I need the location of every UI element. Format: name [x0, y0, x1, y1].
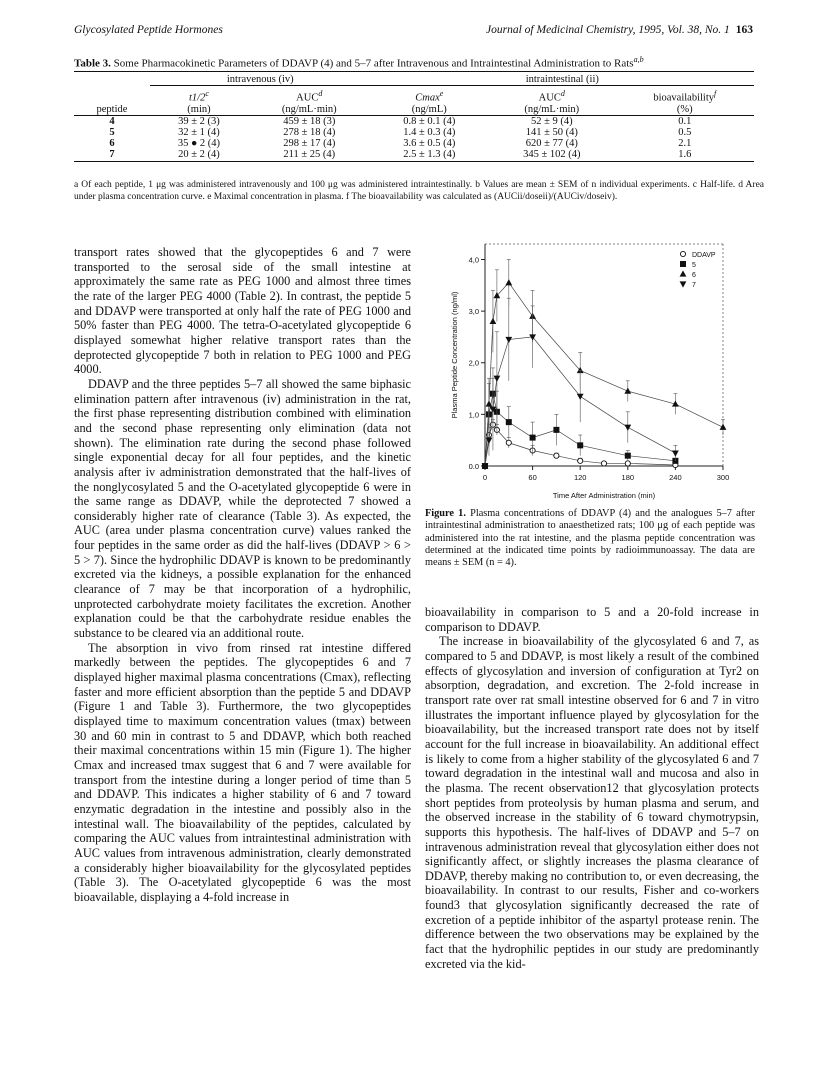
data-point-5: [625, 453, 631, 459]
running-head: [74, 24, 753, 40]
running-head-journal: [486, 24, 753, 36]
data-point-5: [506, 419, 512, 425]
auc-ii-label: AUC: [538, 92, 561, 104]
y-tick-label: 0.0: [468, 462, 479, 471]
cell-cmax: 2.5 ± 1.3 (4): [371, 149, 488, 162]
figure-label: Figure 1.: [425, 508, 466, 519]
cell-bioavailability: 2.1: [678, 137, 692, 149]
unit-auc-ii: (ng/mL·min): [488, 104, 616, 116]
group-header-ii: intraintestinal (ii): [371, 72, 754, 86]
auc-ii-sup: d: [560, 89, 565, 98]
legend-label: 6: [692, 272, 696, 279]
cell-auc-ii: 52 ± 9 (4): [530, 115, 573, 127]
cell-auc-ii: 141 ± 50 (4): [525, 126, 578, 138]
legend-marker-6: [680, 270, 687, 276]
x-tick-label: 120: [573, 473, 587, 482]
auc-iv-label: AUC: [296, 92, 319, 104]
table-caption-text: Some Pharmacokinetic Parameters of DDAVP (4) and 5–7 after Intravenous and Intraintestinal Administration to Rats: [113, 57, 634, 70]
group-header-iv: intravenous (iv): [150, 72, 371, 86]
journal-citation: Journal of Medicinal Chemistry, 1995, Vol. 38, No. 1: [486, 24, 730, 36]
y-tick-label: 1,0: [468, 410, 479, 420]
cell-bioavailability: 0.1: [678, 115, 692, 127]
pharmacokinetic-table: [74, 71, 754, 162]
data-point-6: [624, 388, 631, 394]
cell-auc-ii: 620 ± 77 (4): [525, 137, 578, 149]
table-row: [74, 115, 754, 127]
cell-peptide: 6: [109, 137, 115, 149]
data-point-6: [720, 424, 727, 430]
data-point-7: [577, 394, 584, 400]
table-label: Table 3.: [74, 57, 111, 70]
paragraph: bioavailability in comparison to 5 and a 20-fold increase in comparison to DDAVP.: [425, 605, 759, 634]
y-tick-label: 4,0: [468, 255, 479, 265]
series-line-6: [485, 283, 723, 466]
data-point-6: [505, 279, 512, 285]
table-caption: [74, 55, 774, 70]
y-tick-label: 3,0: [468, 307, 479, 317]
data-point-7: [505, 337, 512, 343]
legend-label: DDAVP: [692, 252, 716, 259]
data-point-5: [530, 435, 536, 441]
data-point-6: [490, 318, 497, 324]
table-row: [74, 149, 754, 162]
data-point-5: [553, 427, 559, 433]
cell-cmax: 0.8 ± 0.1 (4): [403, 115, 456, 127]
x-tick-label: 240: [669, 473, 682, 482]
x-tick-label: 300: [716, 473, 730, 482]
cell-auc-iv: 211 ± 25 (4): [248, 149, 371, 162]
data-point-DDAVP: [601, 461, 606, 466]
header-auc-ii: [488, 86, 616, 104]
figure-caption-text: Plasma concentrations of DDAVP (4) and the analogues 5–7 after intraintestinal administration to anaesthetized rats; 100 μg of each peptide was administered into the rat intestine, and the plasma peptide concentration was determined at the indicated time points by radioimmunoassay. The data are means ± SEM (n = 4).: [425, 508, 755, 569]
x-tick-label: 60: [528, 473, 537, 482]
cell-auc-iv: 278 ± 18 (4): [283, 126, 336, 138]
table-corner: [74, 72, 150, 86]
figure-caption: [425, 508, 755, 569]
t12-label: t1/2: [188, 92, 206, 104]
paragraph: DDAVP and the three peptides 5–7 all showed the same biphasic elimination pattern after intravenous (iv) administration in the rat, the first phase representing distribution combined with elimination and the second phase representing only elimination (data not shown). The elimination rate during the second phase followed single exponential decay for all four peptides, and the kinetic analysis after iv administration demonstrated that the half-lives of the nonglycosylated 5 and the O-acetylated glycopeptide 6 were in the same range as DDAVP, while the deprotected 7 showed a considerably higher rate of clearance (Table 3). As expected, the AUC (area under plasma concentration curve) values ranked the four peptides in the same order as did the half-lives (DDAVP > 6 > 5 > 7). Since the hydrophilic DDAVP is known to be predominantly excreted via the kidneys, a possible explanation for the enhanced clearance of 7 may be that incorporation of a hydrophilic, unprotected carbohydrate moiety facilitates the excretion. Another explanation could be that the carbohydrate residue enables the substance to be cleared via an additional route.: [74, 376, 411, 641]
cell-cmax: 3.6 ± 0.5 (4): [403, 137, 456, 149]
unit-bioavailability: (%): [616, 104, 754, 116]
y-axis-label: Plasma Peptide Concentration (ng/ml): [450, 291, 459, 419]
table-row: [74, 138, 754, 149]
legend-label: 7: [692, 282, 696, 289]
paragraph: transport rates showed that the glycopeptides 6 and 7 were transported to the serosal side of the small intestine at approximately the same rate as PEG 1000 and almost three times the rate of the larger PEG 4000 (Table 2). In contrast, the peptide 5 and DDAVP were transported at only half the rate of PEG 1000 and 50% faster than PEG 4000. The tetra-O-acetylated glycopeptide 6 displayed somewhat higher relative transport rates than the deprotected glycopeptide 7 both in relation to PEG 1000 and PEG 4000.: [74, 245, 411, 377]
bio-sup: f: [714, 89, 717, 98]
data-point-7: [672, 450, 679, 456]
t12-sup: c: [205, 89, 209, 98]
legend-marker-5: [680, 261, 686, 267]
data-point-DDAVP: [625, 461, 630, 466]
header-blank: [74, 86, 150, 104]
body-column-right: [425, 605, 759, 971]
header-t12: [150, 86, 248, 104]
cell-bioavailability: 0.5: [678, 126, 692, 138]
table-row: [74, 127, 754, 138]
header-auc-iv: [248, 86, 371, 104]
header-cmax: [371, 86, 488, 104]
cell-t12: 35 ● 2 (4): [177, 137, 221, 149]
body-column-left: [74, 245, 411, 905]
bio-label: bioavailability: [653, 92, 714, 104]
cell-cmax: 1.4 ± 0.3 (4): [403, 126, 456, 138]
x-tick-label: 0: [482, 473, 488, 482]
unit-cmax: (ng/mL): [371, 104, 488, 116]
x-tick-label: 180: [621, 473, 635, 482]
paragraph: The increase in bioavailability of the glycosylated 6 and 7, as compared to 5 and DDAVP, is most likely a result of the combined effects of glycosylation and inversion of configuration at Tyr2 on absorption, degradation, and excretion. The 2-fold increase in transport rate over rat small intestine observed for 6 and 7 in vitro illustrates the important influence played by glycosylation for the bioavailability, but the increased transport rate does not by itself account for the full increase in bioavailability. An additional effect is likely to come from a higher stability of the glycosylated 6 and 7 toward degradation in the intestinal wall and mucosa and also in the plasma. The recent observation12 that glycosylation protects short peptides from proteolysis by human plasma and serum, and the observed increase in the stability of 6 toward chymotrypsin, supports this hypothesis. The half-lives of DDAVP and 5–7 on intravenous administration reveal that glycosylation either does not significantly affect, or slightly increases the plasma clearance of DDAVP, thereby making no contribution to, or even decreasing, the bioavailability. In contrast to our results, Fisher and co-workers found3 that glycosylation significantly decreased the rate of excretion of a peptide inhibitor of the aspartyl protease renin. The difference between the two observations may be explained by the fact that the hydrophilic peptides in our study are predominantly excreted via the kid-: [425, 634, 759, 971]
running-head-title: Glycosylated Peptide Hormones: [74, 24, 223, 36]
data-point-7: [494, 376, 501, 382]
y-tick-label: 2,0: [468, 358, 479, 368]
auc-iv-sup: d: [318, 89, 323, 98]
header-peptide: peptide: [74, 104, 150, 116]
figure-1-chart: [425, 238, 759, 506]
data-point-7: [624, 425, 631, 431]
page-number: 163: [735, 24, 753, 36]
legend-label: 5: [692, 262, 696, 269]
legend-marker-7: [680, 281, 687, 287]
data-point-5: [577, 442, 583, 448]
data-point-DDAVP: [554, 453, 559, 458]
cmax-sup: e: [439, 89, 444, 98]
x-axis-label: Time After Administration (min): [552, 491, 656, 500]
paragraph: The absorption in vivo from rinsed rat intestine differed markedly between the peptides. The glycopeptides 6 and 7 displayed higher maximal plasma concentrations (Cmax), reflecting faster and more efficient absorption than the peptide 5 and DDAVP (Figure 1 and Table 3). Furthermore, the two glycopeptides displayed time to maximum concentration values (tmax) between 30 and 60 min in contrast to 5 and DDAVP, which both reached their maximal concentrations within 15 min (Figure 1). The higher Cmax and increased tmax suggest that 6 and 7 were available for transport from the intestine during a longer period of time than 5 and DDAVP. This indicates a higher stability of 6 and 7 toward enzymatic degradation in the intestine and possibly also in the intestinal wall. The bioavailability of the peptides, calculated by comparing the AUC values from intraintestinal administration with AUC values from intravenous administration, clearly demonstrated a considerably higher bioavailability for the glycosylated peptides (Table 3). The O-acetylated glycopeptide 6 was the most bioavailable, displaying a 4-fold increase in: [74, 640, 411, 904]
unit-auc-iv: (ng/mL·min): [248, 104, 371, 116]
header-bioavailability: [616, 86, 754, 104]
legend-marker-DDAVP: [680, 251, 685, 256]
cell-peptide: 7: [74, 149, 150, 162]
cell-auc-ii: 345 ± 102 (4): [488, 149, 616, 162]
cell-auc-iv: 298 ± 17 (4): [283, 137, 336, 149]
data-point-DDAVP: [506, 440, 511, 445]
cell-peptide: 4: [109, 115, 115, 127]
cell-bioavailability: 1.6: [616, 149, 754, 162]
data-point-DDAVP: [578, 458, 583, 463]
cell-t12: 39 ± 2 (3): [178, 115, 220, 127]
unit-t12: (min): [150, 104, 248, 116]
chart-svg: [425, 238, 759, 506]
table-caption-sup: a,b: [633, 55, 644, 64]
cell-auc-iv: 459 ± 18 (3): [283, 115, 336, 127]
cell-peptide: 5: [109, 126, 115, 138]
cell-t12: 32 ± 1 (4): [178, 126, 220, 138]
table-footnote: a Of each peptide, 1 μg was administered intravenously and 100 μg was administered intraintestinally. b Values are mean ± SEM of n individual experiments. c Half-life. d Area under plasma concentration curve. e Maximal concentration in plasma. f The bioavailability was calculated as (AUCii/doseii)/(AUCiv/doseiv).: [74, 180, 764, 202]
cmax-label: Cmax: [415, 92, 440, 104]
cell-t12: 20 ± 2 (4): [150, 149, 248, 162]
